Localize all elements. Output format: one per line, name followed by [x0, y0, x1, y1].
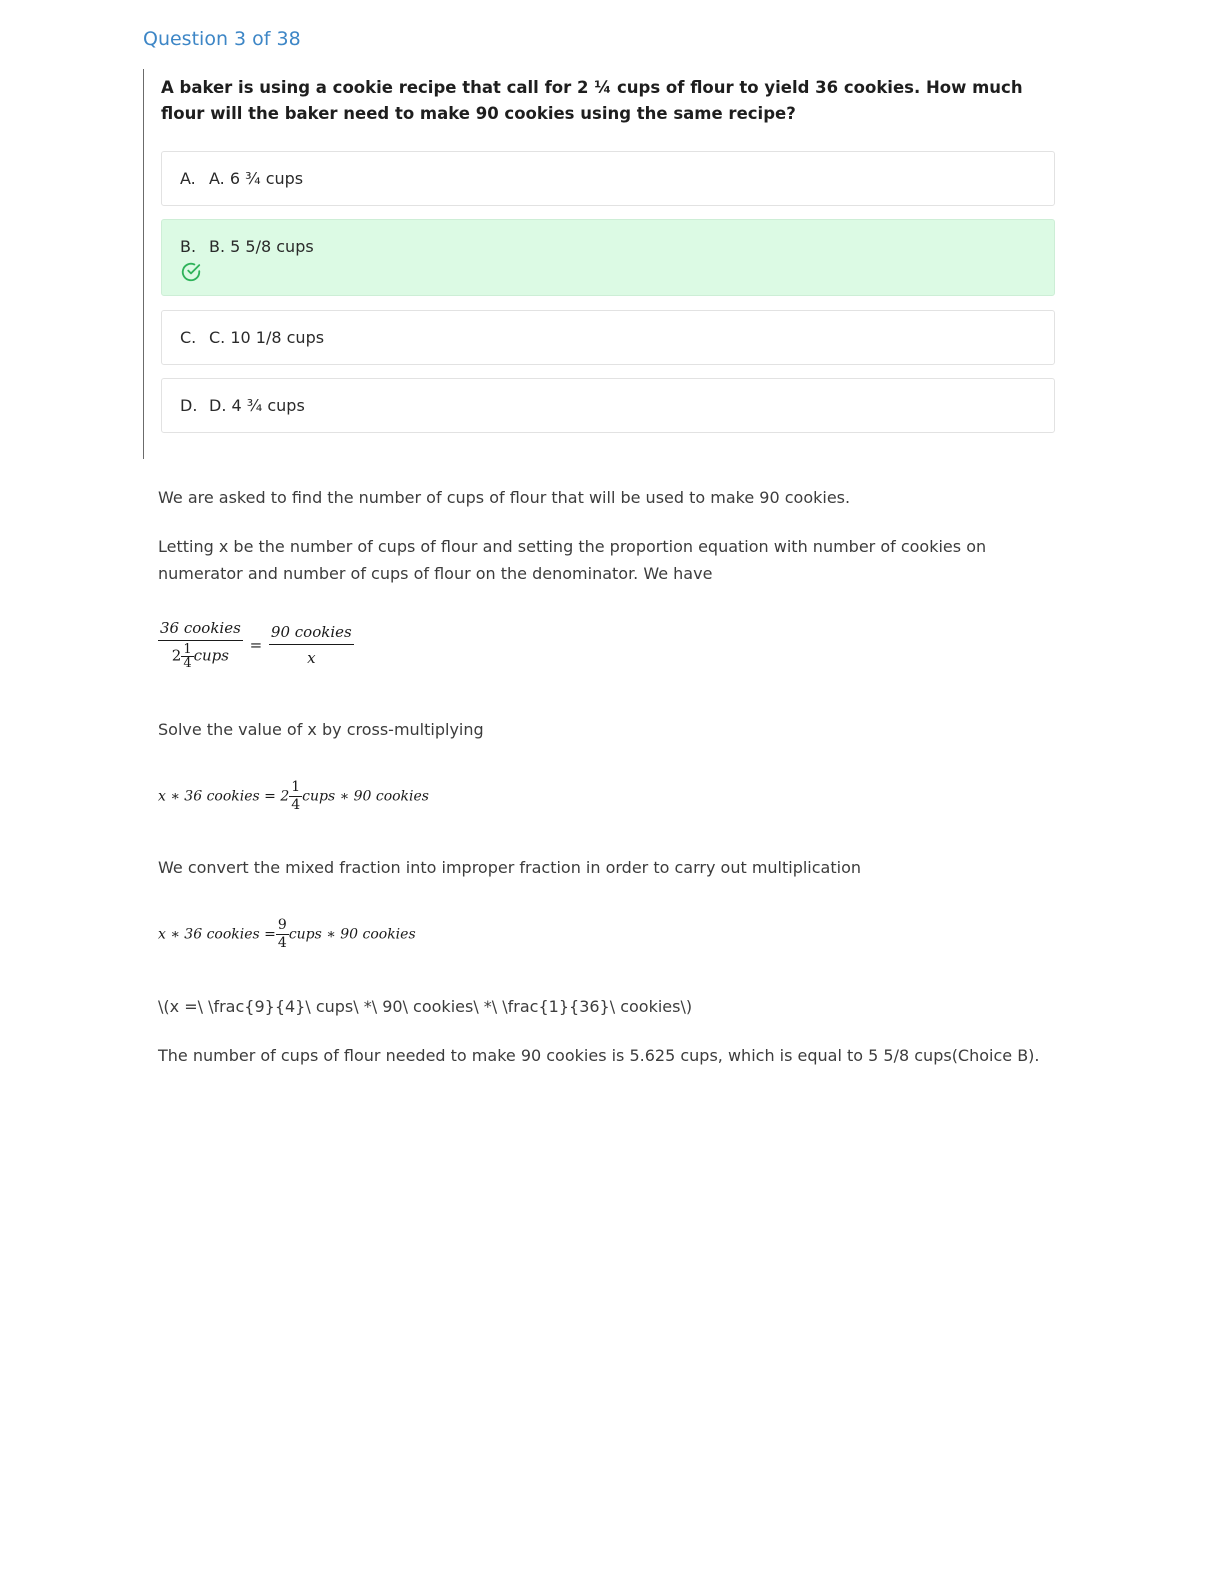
- option-c[interactable]: [161, 310, 1055, 365]
- eq3-frac-den: 4: [277, 935, 287, 951]
- explanation-paragraph: Letting x be the number of cups of flour and setting the proportion equation with number of cookies on numerator and number of cups of flour on the denominator. We have: [158, 537, 987, 583]
- option-label: B. 5 5/8 cups: [209, 237, 314, 256]
- eq1-frac-num: 1: [183, 642, 192, 657]
- option-letter: D.: [180, 396, 198, 415]
- option-letter: B.: [180, 237, 197, 256]
- eq1-lhs-den-whole: 2: [171, 646, 182, 665]
- option-d[interactable]: [161, 378, 1055, 433]
- eq1-lhs-den-unit: cups: [193, 646, 229, 665]
- option-letter: A.: [180, 169, 196, 188]
- explanation-paragraph: We are asked to find the number of cups of flour that will be used to make 90 cookies.: [158, 488, 851, 507]
- explanation-conclusion: The number of cups of flour needed to make 90 cookies is 5.625 cups, which is equal to 5 5/8 cups(Choice B).: [158, 1046, 1040, 1065]
- eq1-equals: =: [249, 635, 263, 654]
- check-circle-icon: [180, 261, 202, 283]
- eq2-frac-den: 4: [291, 797, 301, 813]
- eq3-right: cups ∗ 90 cookies: [288, 926, 416, 943]
- question-text: A baker is using a cookie recipe that call for 2 ¼ cups of flour to yield 36 cookies. How much flour will the baker need to make 90 cookies using the same recipe?: [161, 78, 1023, 123]
- option-a[interactable]: [161, 151, 1055, 206]
- improper-fraction-equation: [158, 917, 416, 952]
- option-letter: C.: [180, 328, 197, 347]
- eq2-frac-num: 1: [291, 779, 301, 795]
- option-b[interactable]: [161, 219, 1055, 296]
- option-label: C. 10 1/8 cups: [209, 328, 325, 347]
- eq2-left: x ∗ 36 cookies = 2: [158, 788, 290, 805]
- explanation-paragraph: We convert the mixed fraction into improper fraction in order to carry out multiplication: [158, 858, 861, 877]
- eq3-left: x ∗ 36 cookies =: [158, 926, 276, 943]
- eq3-frac-num: 9: [277, 917, 287, 933]
- cross-multiply-equation: [158, 779, 429, 814]
- eq1-lhs-numerator: 36 cookies: [160, 619, 241, 637]
- option-label: A. 6 ¾ cups: [209, 169, 304, 188]
- proportion-equation: [158, 619, 354, 670]
- latex-source-line: \(x =\ \frac{9}{4}\ cups\ *\ 90\ cookies\ *\ \frac{1}{36}\ cookies\): [158, 997, 693, 1016]
- option-label: D. 4 ¾ cups: [209, 396, 305, 415]
- eq2-right: cups ∗ 90 cookies: [302, 788, 429, 805]
- explanation-paragraph: Solve the value of x by cross-multiplying: [158, 720, 484, 739]
- eq1-rhs-numerator: 90 cookies: [270, 622, 352, 641]
- eq1-rhs-denominator: x: [307, 648, 316, 667]
- eq1-frac-den: 4: [183, 656, 192, 671]
- question-block: [143, 69, 1058, 459]
- question-counter: Question 3 of 38: [143, 28, 301, 50]
